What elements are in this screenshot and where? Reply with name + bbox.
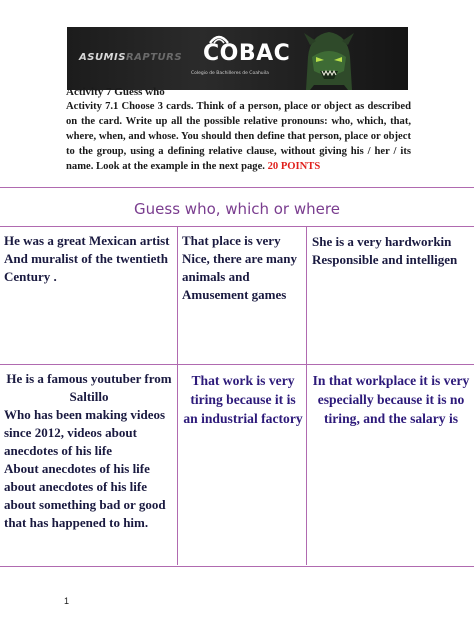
table-title: Guess who, which or where: [134, 200, 340, 218]
team-logo-text: ASUMISRAPTURS: [79, 52, 183, 63]
page-number: 1: [64, 596, 70, 606]
card-hardworking-woman: She is a very hardworkin Responsible and intelligen: [312, 234, 458, 267]
table-divider-middle: [0, 364, 474, 365]
activity-instructions: Activity 7.1 Choose 3 cards. Think of a person, place or object as described on the card. Write up all the possible relative pronouns: who, which, that, where, when, and whose. You should then define that person, place or object to the group, using a defining relative clause, without giving his / her / its name. Look at the example in the next page. 20 POINTS: [66, 101, 411, 173]
card-mexican-artist: He was a great Mexican artist And muralist of the twentieth Century .: [4, 233, 170, 284]
table-column-divider-1: [177, 226, 178, 565]
cobac-logo: COBAC: [203, 41, 291, 66]
points-label: 20 POINTS: [267, 161, 321, 173]
header-banner: [67, 27, 408, 90]
raptor-mascot-icon: [300, 27, 358, 90]
cobac-logo-subtitle: Colegio de Bachilleres de Coahuila: [191, 71, 269, 76]
card-youtuber: He is a famous youtuber from Saltillo Who has been making videos since 2012, videos about anecdotes of his life About anecdotes of his life about anecdotes of his life about something bad or good that has happened to him.: [4, 371, 172, 530]
card-workplace: In that workplace it is very especially because it is no tiring, and the salary is: [312, 373, 470, 426]
card-amusement-place: That place is very Nice, there are many animals and Amusement games: [182, 233, 298, 302]
table-column-divider-2: [306, 226, 307, 565]
table-divider-top: [0, 226, 474, 227]
activity-heading: Activity 7 Guess who: [66, 86, 165, 98]
card-industrial-factory: That work is very tiring because it is an industrial factory: [183, 373, 303, 426]
